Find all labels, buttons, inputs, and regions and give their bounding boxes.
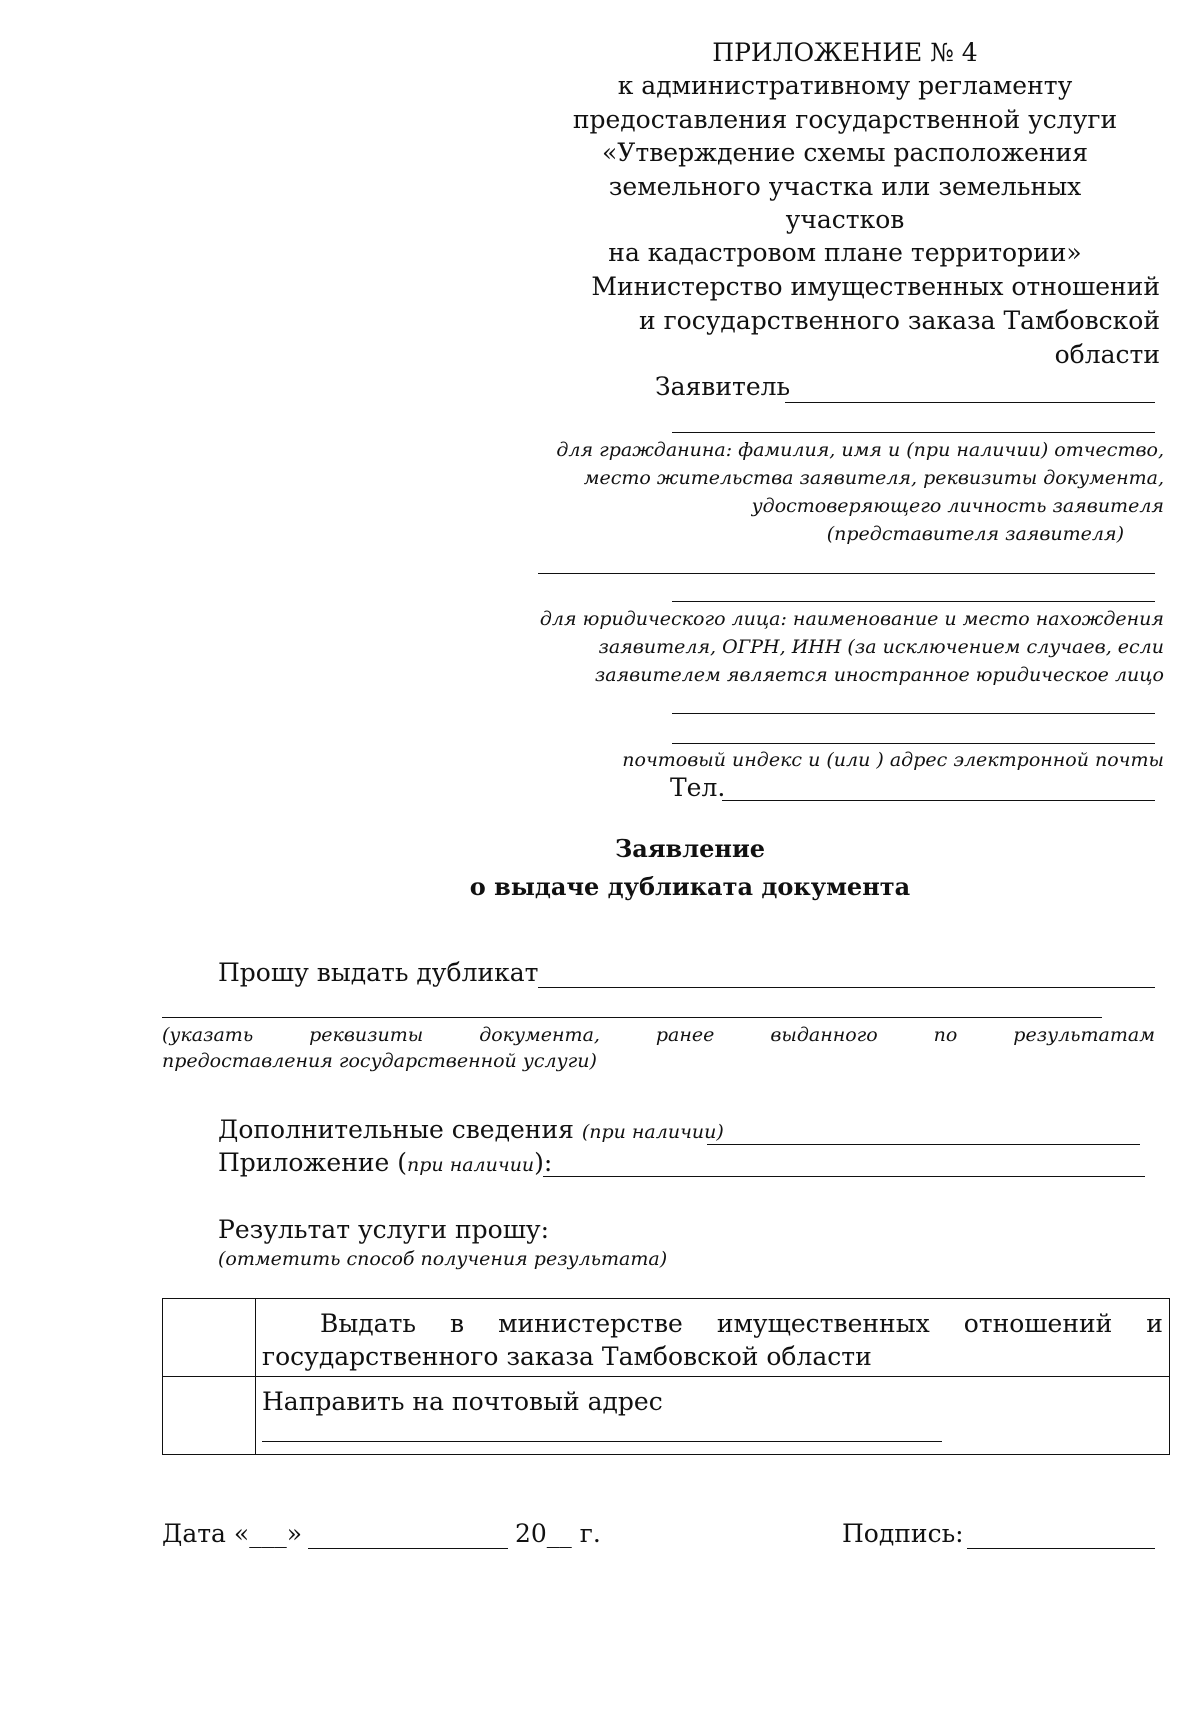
option-line: государственного заказа Тамбовской области — [262, 1342, 872, 1371]
applicant-label: Заявитель — [655, 372, 791, 401]
attachment-note: при наличии — [407, 1154, 535, 1176]
attachment-field-line[interactable] — [543, 1176, 1145, 1177]
hint-word: выданного — [770, 1024, 878, 1046]
postal-field-line[interactable] — [672, 743, 1155, 744]
appendix-line: земельного участка или земельных участков — [608, 171, 1082, 235]
option-checkbox-cell[interactable] — [163, 1299, 256, 1377]
appendix-line: к административному регламенту — [617, 71, 1073, 101]
postal-field-line[interactable] — [672, 713, 1155, 714]
hint-line: для гражданина: фамилия, имя и (при наличии) отчество, — [556, 439, 1164, 461]
phone-label: Тел. — [670, 773, 726, 802]
appendix-header — [560, 36, 1130, 270]
attachment-text: Приложение ( — [218, 1148, 408, 1177]
extra-info-label — [218, 1115, 724, 1144]
option-checkbox-cell[interactable] — [163, 1377, 256, 1455]
applicant-field-line[interactable] — [785, 402, 1155, 403]
option-text-cell — [256, 1299, 1170, 1377]
hint-word: результатам — [1013, 1024, 1155, 1046]
option-word: имущественных — [716, 1309, 930, 1338]
ministry-addressee — [540, 270, 1160, 372]
extra-info-field-line[interactable] — [707, 1144, 1140, 1145]
duplicate-field-line[interactable] — [538, 987, 1155, 988]
signature-label: Подпись: — [842, 1519, 964, 1548]
title-line-1: Заявление — [614, 834, 766, 863]
phone-field-line[interactable] — [722, 800, 1155, 801]
delivery-option-row — [163, 1299, 1170, 1377]
attachment-text: ): — [534, 1148, 553, 1177]
appendix-line: предоставления государственной услуги — [572, 104, 1118, 134]
appendix-number: ПРИЛОЖЕНИЕ № 4 — [712, 38, 978, 67]
option-word: министерстве — [498, 1309, 683, 1338]
postal-address-field-line[interactable] — [262, 1441, 942, 1442]
option-word: отношений — [963, 1309, 1113, 1338]
applicant-field-line[interactable] — [538, 573, 1155, 574]
hint-word: ранее — [655, 1024, 715, 1046]
citizen-hint — [556, 436, 1164, 548]
option-line — [262, 1307, 1163, 1340]
title-line-2: о выдаче дубликата документа — [469, 872, 911, 901]
hint-line: удостоверяющего личность заявителя — [751, 495, 1164, 517]
hint-word: реквизиты — [309, 1024, 424, 1046]
hint-line: заявителем является иностранное юридическое лицо — [594, 664, 1164, 686]
delivery-option-row — [163, 1377, 1170, 1455]
applicant-field-line[interactable] — [672, 432, 1155, 433]
hint-line: заявителя, ОГРН, ИНН (за исключением случаев, если — [598, 636, 1164, 658]
delivery-options-table — [162, 1298, 1170, 1455]
option-text-cell — [256, 1377, 1170, 1455]
hint-word: (указать — [162, 1024, 254, 1046]
request-label: Прошу выдать дубликат — [218, 958, 539, 987]
ministry-line: Министерство имущественных отношений — [591, 272, 1160, 301]
legal-entity-hint — [540, 605, 1164, 689]
duplicate-hint — [162, 1024, 1155, 1072]
hint-word: документа, — [479, 1024, 600, 1046]
attachment-label — [218, 1148, 552, 1177]
document-title — [400, 830, 980, 906]
postal-hint: почтовый индекс и (или ) адрес электронной почты — [622, 749, 1164, 771]
ministry-line: и государственного заказа Тамбовской области — [638, 306, 1160, 369]
option-word: в — [450, 1309, 465, 1338]
hint-line: место жительства заявителя, реквизиты документа, — [583, 467, 1164, 489]
extra-info-note: (при наличии) — [581, 1121, 724, 1143]
applicant-field-line[interactable] — [672, 601, 1155, 602]
result-label: Результат услуги прошу: — [218, 1215, 550, 1244]
extra-info-text: Дополнительные сведения — [218, 1115, 574, 1144]
duplicate-field-line[interactable] — [162, 1017, 1102, 1018]
option-word: Выдать — [320, 1309, 417, 1338]
option-word: и — [1146, 1309, 1163, 1338]
hint-line — [162, 1024, 1155, 1046]
result-hint: (отметить способ получения результата) — [218, 1248, 668, 1270]
hint-line: (представителя заявителя) — [826, 523, 1124, 545]
hint-line: для юридического лица: наименование и место нахождения — [539, 608, 1164, 630]
option-line: Направить на почтовый адрес — [262, 1387, 663, 1416]
year-label: 20__ г. — [515, 1519, 601, 1548]
hint-word: по — [933, 1024, 958, 1046]
date-label: Дата «___» — [162, 1519, 303, 1548]
appendix-line: на кадастровом плане территории» — [608, 238, 1082, 268]
hint-line: предоставления государственной услуги) — [162, 1050, 597, 1072]
date-month-field-line[interactable] — [308, 1548, 508, 1549]
signature-field-line[interactable] — [967, 1548, 1155, 1549]
appendix-line: «Утверждение схемы расположения — [602, 138, 1088, 168]
